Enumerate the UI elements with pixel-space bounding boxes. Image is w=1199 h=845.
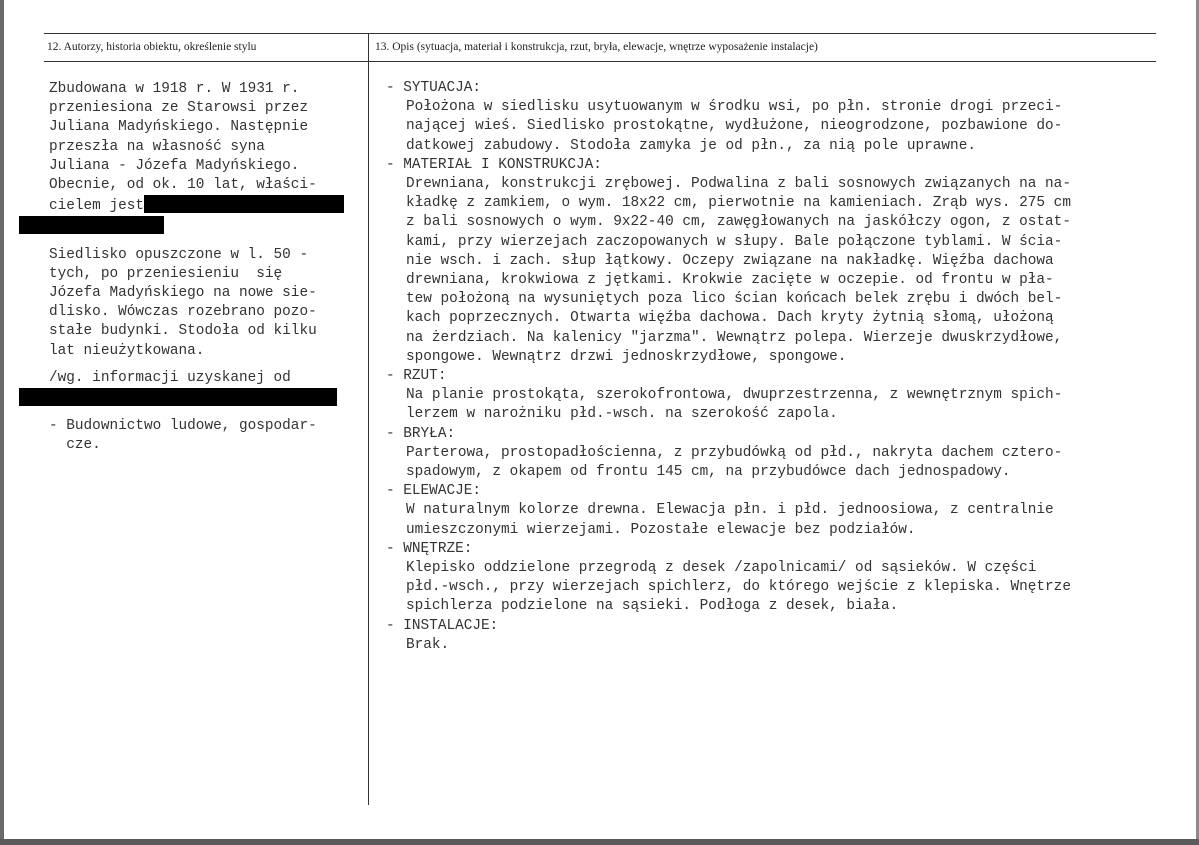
left-column-header: 12. Autorzy, historia obiektu, określenie stylu (47, 41, 257, 53)
history-line: Juliana - Józefa Madyńskiego. (49, 157, 300, 174)
section-instalacje (386, 617, 1196, 655)
section-line: z bali sosnowych o wym. 9x22-40 cm, zawęgłowanych na jaskółczy ogon, z ostat- (406, 214, 1071, 231)
abandonment-line: Józefa Madyńskiego na nowe sie- (49, 285, 317, 302)
section-material (386, 156, 1196, 367)
section-line: W naturalnym kolorze drewna. Elewacja płn. i płd. jednoosiowa, z centralnie (406, 502, 1054, 519)
section-line: na żerdziach. Na kalenicy "jarzma". Wewnątrz polepa. Wierzeje dwuskrzydłowe, (406, 329, 1063, 346)
abandonment-paragraph (49, 246, 367, 361)
scan-edge-left (0, 0, 4, 845)
section-line: Drewniana, konstrukcji zrębowej. Podwalina z bali sosnowych związanych na na- (406, 176, 1071, 193)
table-rule-top (44, 33, 1156, 34)
section-line: kładkę z zamkiem, o wym. 18x22 cm, pierwotnie na kamieniach. Zrąb wys. 275 cm (406, 195, 1071, 212)
description-column (386, 79, 1196, 655)
redaction-box (19, 216, 164, 234)
section-line: umieszczonymi wierzejami. Pozostałe elewacje bez podziałów. (406, 521, 916, 538)
section-line: Na planie prostokąta, szerokofrontowa, dwuprzestrzenna, z wewnętrznym spich- (406, 387, 1063, 404)
abandonment-line: tych, po przeniesieniu się (49, 265, 283, 282)
source-line: /wg. informacji uzyskanej od (49, 369, 291, 386)
section-line: nie wsch. i zach. słup łątkowy. Oczepy związane na nakładkę. Więźba dachowa (406, 252, 1054, 269)
section-line: spadowym, z okapem od frontu 145 cm, na przybudówce dach jednospadowy. (406, 464, 1011, 481)
style-paragraph (49, 417, 367, 455)
style-line: cze. (49, 437, 101, 454)
section-heading: - WNĘTRZE: (386, 540, 473, 557)
scan-edge-bottom (0, 839, 1199, 845)
section-line: drewniana, krokwiowa z jętkami. Krokwie zacięte w oczepie. od frontu w pła- (406, 272, 1054, 289)
section-line: lerzem w narożniku płd.-wsch. na szerokość zapola. (406, 406, 838, 423)
section-heading: - MATERIAŁ I KONSTRUKCJA: (386, 156, 602, 173)
history-line: Zbudowana w 1918 r. W 1931 r. (49, 81, 300, 97)
abandonment-line: lat nieużytkowana. (49, 342, 205, 359)
abandonment-line: Siedlisko opuszczone w l. 50 - (49, 246, 309, 263)
history-line: przeszła na własność syna (49, 138, 265, 155)
section-sytuacja (386, 79, 1196, 156)
section-bryla (386, 425, 1196, 483)
redaction-row (49, 216, 367, 237)
redaction-box (19, 388, 337, 406)
section-heading: - RZUT: (386, 368, 447, 385)
section-line: spongowe. Wewnątrz drzwi jednoskrzydłowe, spongowe. (406, 348, 847, 365)
section-heading: - BRYŁA: (386, 425, 456, 442)
history-line: przeniesiona ze Starowsi przez (49, 100, 309, 117)
section-line: tew położoną na wysuniętych poza lico ścian końcach belek zrębu i dwóch bel- (406, 291, 1063, 308)
owner-line (49, 195, 367, 216)
redaction-row (49, 388, 367, 409)
section-wnetrze (386, 540, 1196, 617)
section-line: Klepisko oddzielone przegrodą z desek /zapolnicami/ od sąsieków. W części (406, 560, 1037, 577)
history-paragraph (49, 80, 367, 238)
source-paragraph (49, 369, 367, 409)
abandonment-line: dlisko. Wówczas rozebrano pozo- (49, 304, 317, 321)
section-line: nającej wieś. Siedlisko prostokątne, wydłużone, nieogrodzone, pozbawione do- (406, 118, 1063, 135)
section-rzut (386, 367, 1196, 425)
style-line: - Budownictwo ludowe, gospodar- (49, 418, 317, 435)
history-line: Juliana Madyńskiego. Następnie (49, 119, 309, 136)
section-line: Położona w siedlisku usytuowanym w środku wsi, po płn. stronie drogi przeci- (406, 99, 1063, 116)
section-line: spichlerza podzielone na sąsieki. Podłoga z desek, biała. (406, 598, 899, 615)
section-heading: - INSTALACJE: (386, 617, 499, 634)
right-column-header: 13. Opis (sytuacja, materiał i konstrukcja, rzut, bryła, elewacje, wnętrze wyposażenie instalacje) (375, 41, 818, 53)
history-line: Obecnie, od ok. 10 lat, właści- (49, 177, 317, 194)
history-column (49, 80, 367, 456)
owner-line-text: cielem jest (49, 198, 144, 215)
section-heading: - ELEWACJE: (386, 483, 481, 500)
abandonment-line: stałe budynki. Stodoła od kilku (49, 323, 317, 340)
table-rule-header (44, 61, 1156, 62)
section-line: Brak. (406, 636, 450, 653)
column-divider (368, 34, 369, 805)
section-line: płd.-wsch., przy wierzejach spichlerz, do którego wejście z klepiska. Wnętrze (406, 579, 1071, 596)
section-line: Parterowa, prostopadłościenna, z przybudówką od płd., nakryta dachem cztero- (406, 444, 1063, 461)
section-line: kach poprzecznych. Otwarta więźba dachowa. Dach kryty żytnią słomą, ułożoną (406, 310, 1054, 327)
section-elewacje (386, 482, 1196, 540)
section-heading: - SYTUACJA: (386, 80, 481, 96)
section-line: kami, przy wierzejach zaczopowanych w słupy. Bale połączone tyblami. W ścia- (406, 233, 1063, 250)
redaction-box (144, 195, 344, 213)
section-line: datkowej zabudowy. Stodoła zamyka je od płn., za nią pole uprawne. (406, 137, 976, 154)
